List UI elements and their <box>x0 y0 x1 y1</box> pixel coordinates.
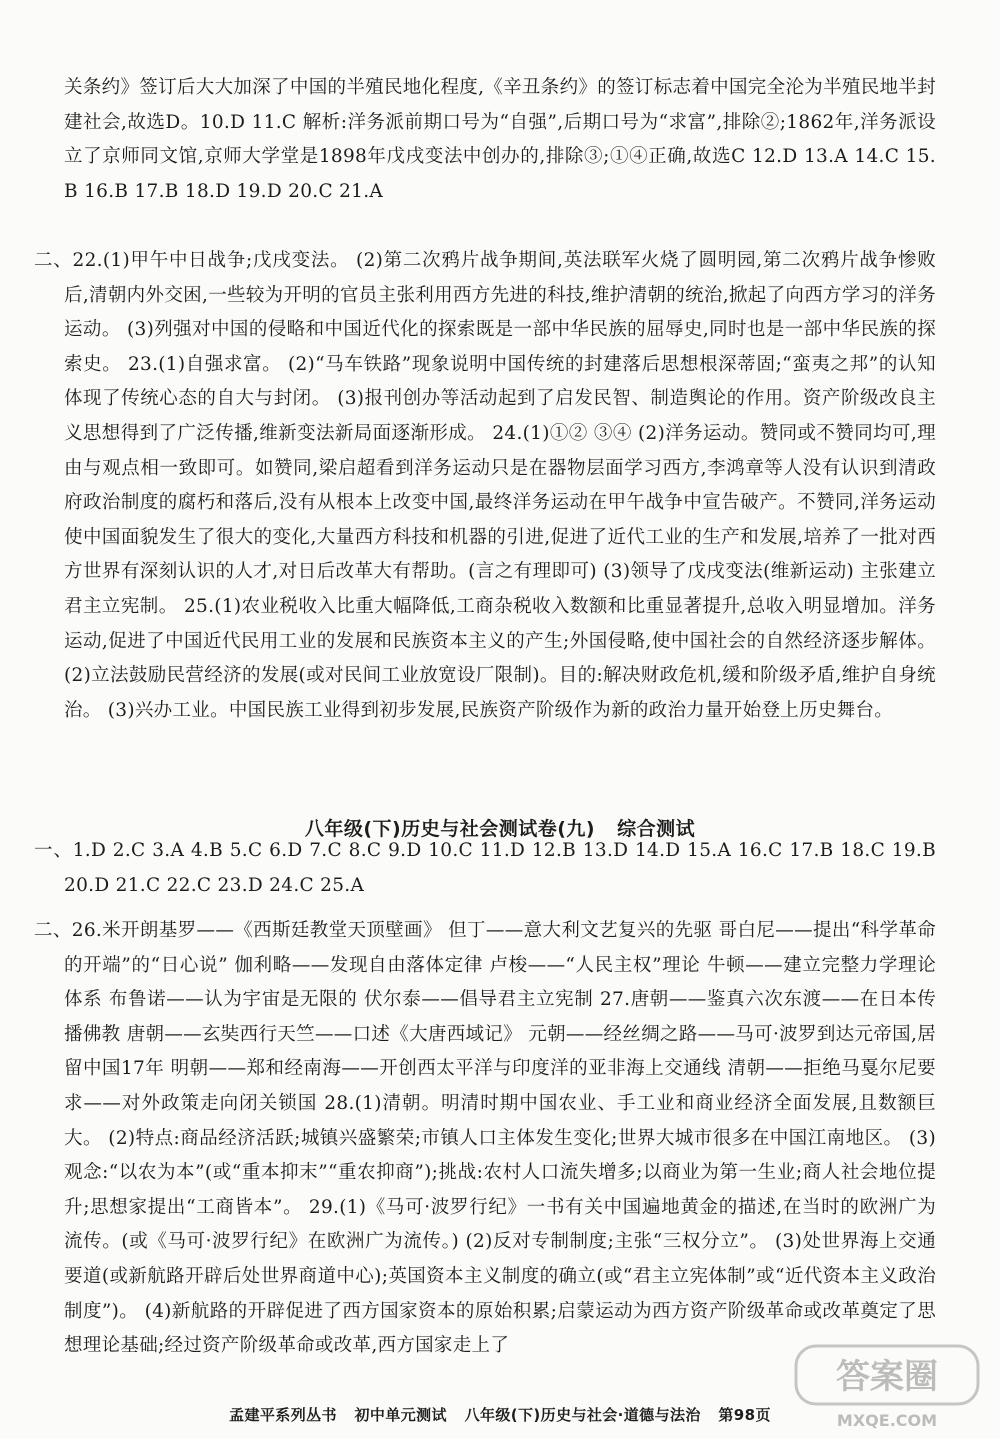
footer-book: 初中单元测试 <box>354 1406 447 1424</box>
watermark-big-text: 答案圈 <box>836 1357 938 1397</box>
test-title-main: 八年级(下)历史与社会测试卷(九) <box>304 818 596 840</box>
section-marker-one: 一、 <box>34 840 73 861</box>
watermark-small-text: MXQE.COM <box>836 1411 938 1430</box>
answers-part4-text: 26.米开朗基罗——《西斯廷教堂天顶壁画》 但丁——意大利文艺复兴的先驱 哥白尼——提出“科学革命的开端”的“日心说” 伽利略——发现自由落体定律 卢梭——“人民主权”理论 牛顿——建立完整力学理论体系 布鲁诺——认为宇宙是无限的 伏尔泰——倡导君主立宪制 27.唐朝——鉴真六次东渡——在日本传播佛教 唐朝——玄奘西行天竺——口述《大唐西域记》 元朝——经丝绸之路——马可·波罗到达元帝国,居留中国17年 明朝——郑和经南海——开创西太平洋与印度洋的亚非海上交通线 清朝——拒绝马戛尔尼要求——对外政策走向闭关锁国 28.(1)清朝。明清时期中国农业、手工业和商业经济全面发展,且数额巨大。 (2)特点:商品经济活跃;城镇兴盛繁荣;市镇人口主体发生变化;世界大城市很多在中国江南地区。 (3)观念:“以农为本”(或“重本抑末”“重农抑商”);挑战:农村人口流失增多;以商业为第一生业;商人社会地位提升;思想家提出“工商皆本”。 29.(1)《马可·波罗行纪》一书有关中国遍地黄金的描述,在当时的欧洲广为流传。(或《马可·波罗行纪》在欧洲广为流传。) (2)反对专制制度;主张“三权分立”。 (3)处世界海上交通要道(或新航路开辟后处世界商道中心);英国资本主义制度的确立(或“君主立宪体制”或“近代资本主义政治制度”)。 (4)新航路的开辟促进了西方国家资本的原始积累;启蒙运动为西方资产阶级革命或改革奠定了思想理论基础;经过资产阶级革命或改革,西方国家走上了 <box>64 920 936 1357</box>
answers-part3-text: 1.D 2.C 3.A 4.B 5.C 6.D 7.C 8.C 9.D 10.C 11.D 12.B 13.D 14.D 15.A 16.C 17.B 18.C 19.B 20.D 21.C 22.C 23.D 24.C 25.A <box>64 840 936 896</box>
answers-part4 <box>34 914 936 1364</box>
section-marker-two-b: 二、 <box>34 920 72 941</box>
test-title-sub: 综合测试 <box>617 818 696 840</box>
answers-part1-text: 关条约》签订后大大加深了中国的半殖民地化程度,《辛丑条约》的签订标志着中国完全沦为半殖民地半封建社会,故选D。10.D 11.C 解析:洋务派前期口号为“自强”,后期口号为“求富”,排除②;1862年,洋务派设立了京师同文馆,京师大学堂是1898年戊戌变法中创办的,排除③;①④正确,故选C 12.D 13.A 14.C 15.B 16.B 17.B 18.D 19.D 20.C 21.A <box>64 77 936 202</box>
footer-page-number: 第98页 <box>718 1406 771 1424</box>
answers-part2-text: 22.(1)甲午中日战争;戊戌变法。 (2)第二次鸦片战争期间,英法联军火烧了圆明园,第二次鸦片战争惨败后,清朝内外交困,一些较为开明的官员主张利用西方先进的科技,维护清朝的统治,掀起了向西方学习的洋务运动。 (3)列强对中国的侵略和中国近代化的探索既是一部中华民族的屈辱史,同时也是一部中华民族的探索史。 23.(1)自强求富。 (2)“马车铁路”现象说明中国传统的封建落后思想根深蒂固;“蛮夷之邦”的认知体现了传统心态的自大与封闭。 (3)报刊创办等活动起到了启发民智、制造舆论的作用。资产阶级改良主义思想得到了广泛传播,维新变法新局面逐渐形成。 24.(1)①② ③④ (2)洋务运动。赞同或不赞同均可,理由与观点相一致即可。如赞同,梁启超看到洋务运动只是在器物层面学习西方,李鸿章等人没有认识到清政府政治制度的腐朽和落后,没有从根本上改变中国,最终洋务运动在甲午战争中宣告破产。不赞同,洋务运动使中国面貌发生了很大的变化,大量西方科技和机器的引进,促进了近代工业的生产和发展,培养了一批对西方世界有深刻认识的人才,对日后改革大有帮助。(言之有理即可) (3)领导了戊戌变法(维新运动) 主张建立君主立宪制。 25.(1)农业税收入比重大幅降低,工商杂税收入数额和比重显著提升,总收入明显增加。洋务运动,促进了中国近代民用工业的发展和民族资本主义的产生;外国侵略,使中国社会的自然经济逐步解体。 (2)立法鼓励民营经济的发展(或对民间工业放宽设厂限制)。目的:解决财政危机,缓和阶级矛盾,维护自身统治。 (3)兴办工业。中国民族工业得到初步发展,民族资产阶级作为新的政治力量开始登上历史舞台。 <box>64 250 936 721</box>
answers-part3 <box>34 834 936 903</box>
section-marker-two: 二、 <box>34 250 73 271</box>
footer-series: 孟建平系列丛书 <box>229 1406 337 1424</box>
answers-part1 <box>64 71 936 209</box>
footer-subject: 八年级(下)历史与社会·道德与法治 <box>464 1406 701 1424</box>
answers-part2 <box>34 244 936 728</box>
watermark-logo <box>792 1340 982 1432</box>
